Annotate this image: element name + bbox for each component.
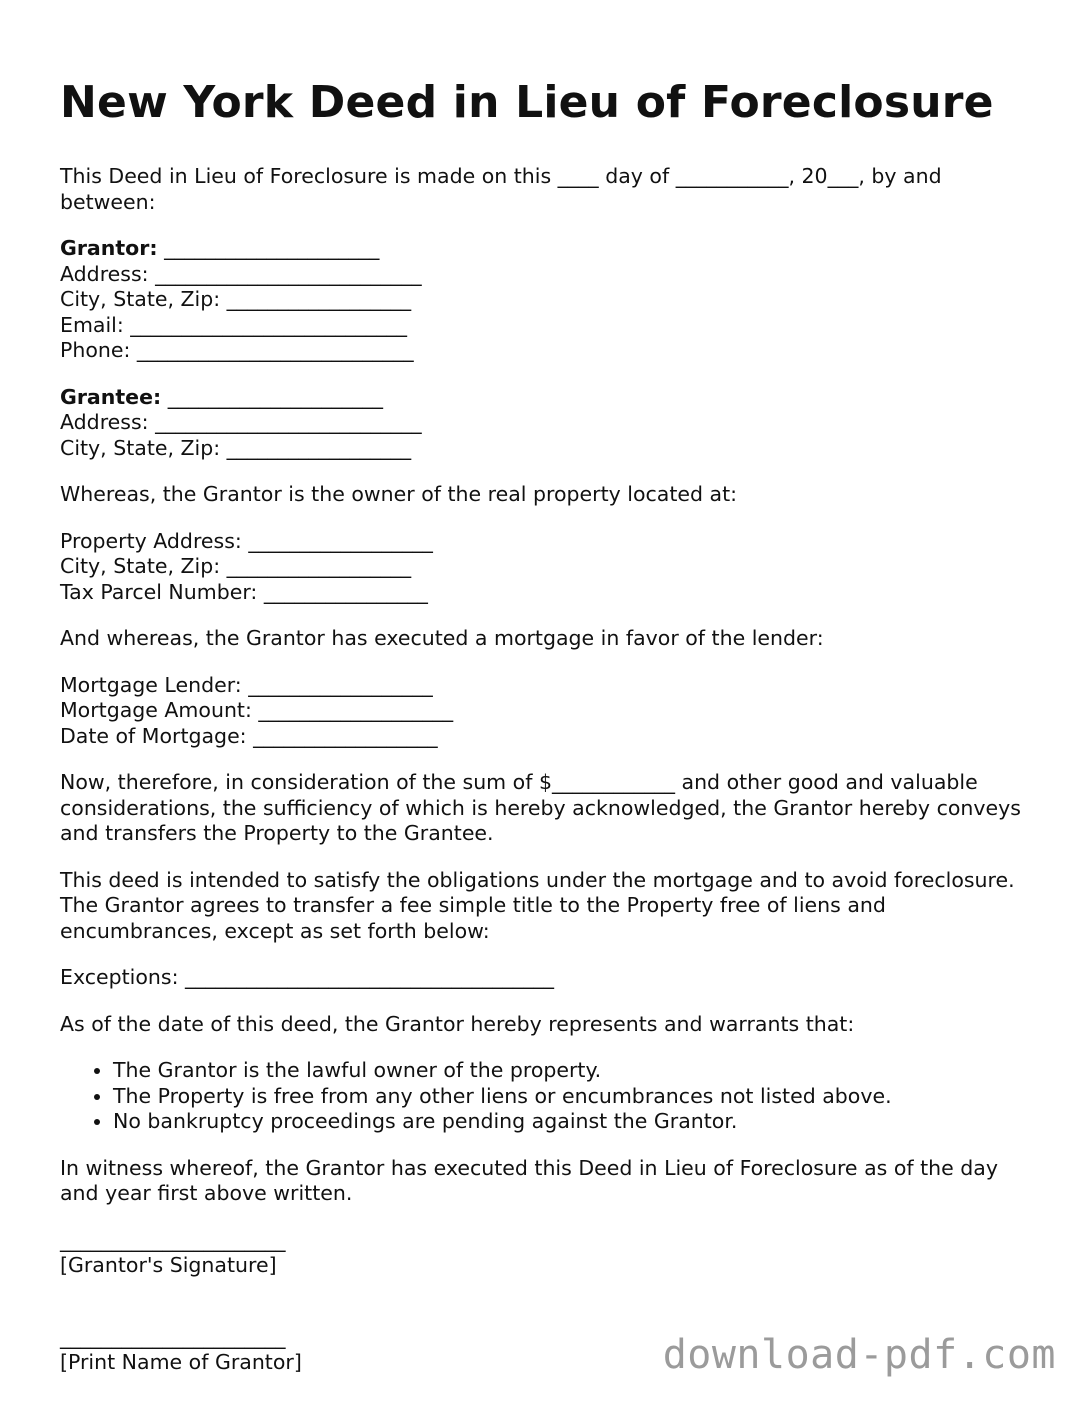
document-title: New York Deed in Lieu of Foreclosure	[60, 77, 994, 128]
grantee-name-line	[60, 385, 1040, 411]
witness-paragraph: In witness whereof, the Grantor has executed this Deed in Lieu of Foreclosure as of the day and year first above written.	[60, 1155, 998, 1205]
whereas-owner-paragraph: Whereas, the Grantor is the owner of the real property located at:	[60, 482, 738, 506]
grantor-name-line	[60, 236, 1040, 262]
warranty-item: • No bankruptcy proceedings are pending against the Grantor.	[113, 1109, 1040, 1135]
signature-line: ______________________	[60, 1227, 286, 1252]
warranty-item: • The Grantor is the lawful owner of the property.	[113, 1058, 1040, 1084]
mortgage-lender-field: Mortgage Lender: __________________	[60, 672, 433, 697]
whereas-mortgage-paragraph: And whereas, the Grantor has executed a mortgage in favor of the lender:	[60, 626, 824, 650]
mortgage-section	[60, 673, 1040, 750]
print-name-line: ______________________	[60, 1324, 286, 1349]
mortgage-date-field: Date of Mortgage: __________________	[60, 723, 438, 748]
grantee-section	[60, 385, 1040, 462]
grantee-name-blank: _____________________	[161, 384, 383, 409]
warranties-list	[60, 1058, 1040, 1135]
warranty-item: • The Property is free from any other liens or encumbrances not listed above.	[113, 1084, 1040, 1110]
intent-paragraph: This deed is intended to satisfy the obligations under the mortgage and to avoid foreclosure. The Grantor agrees to transfer a fee simple title to the Property free of liens and encumbrances, except as set forth below:	[60, 867, 1015, 943]
grantor-label: Grantor:	[60, 236, 158, 260]
grantee-label: Grantee:	[60, 384, 162, 409]
grantee-address-field: Address: __________________________	[60, 410, 422, 434]
mortgage-amount-field: Mortgage Amount: ___________________	[60, 698, 454, 722]
grantor-section	[60, 236, 1040, 364]
grantor-signature-block	[60, 1228, 1040, 1279]
intro-paragraph: This Deed in Lieu of Foreclosure is made on this ____ day of ___________, 20___, by and between:	[60, 164, 942, 214]
tax-parcel-field: Tax Parcel Number: ________________	[60, 579, 428, 604]
grantor-city-field: City, State, Zip: __________________	[60, 287, 412, 311]
exceptions-field: Exceptions: ____________________________________	[60, 965, 554, 989]
grantor-name-blank: _____________________	[157, 236, 380, 260]
watermark: download-pdf.com	[662, 1332, 1056, 1378]
document-page	[60, 78, 1040, 1422]
grantor-phone-field: Phone: ___________________________	[60, 338, 414, 362]
property-address-field: Property Address: __________________	[60, 528, 433, 553]
grantee-city-field: City, State, Zip: __________________	[60, 435, 412, 460]
print-name-label: [Print Name of Grantor]	[60, 1350, 302, 1374]
property-section	[60, 529, 1040, 606]
consideration-paragraph: Now, therefore, in consideration of the sum of $____________ and other good and valuable considerations, the sufficiency of which is hereby acknowledged, the Grantor hereby conveys and transfers the Property to the Grantee.	[60, 770, 1021, 845]
signature-label: [Grantor's Signature]	[60, 1253, 277, 1277]
grantor-address-field: Address: __________________________	[60, 261, 422, 286]
property-city-field: City, State, Zip: __________________	[60, 554, 412, 578]
grantor-email-field: Email: ___________________________	[60, 312, 408, 337]
warrants-intro-paragraph: As of the date of this deed, the Grantor hereby represents and warrants that:	[60, 1011, 855, 1036]
